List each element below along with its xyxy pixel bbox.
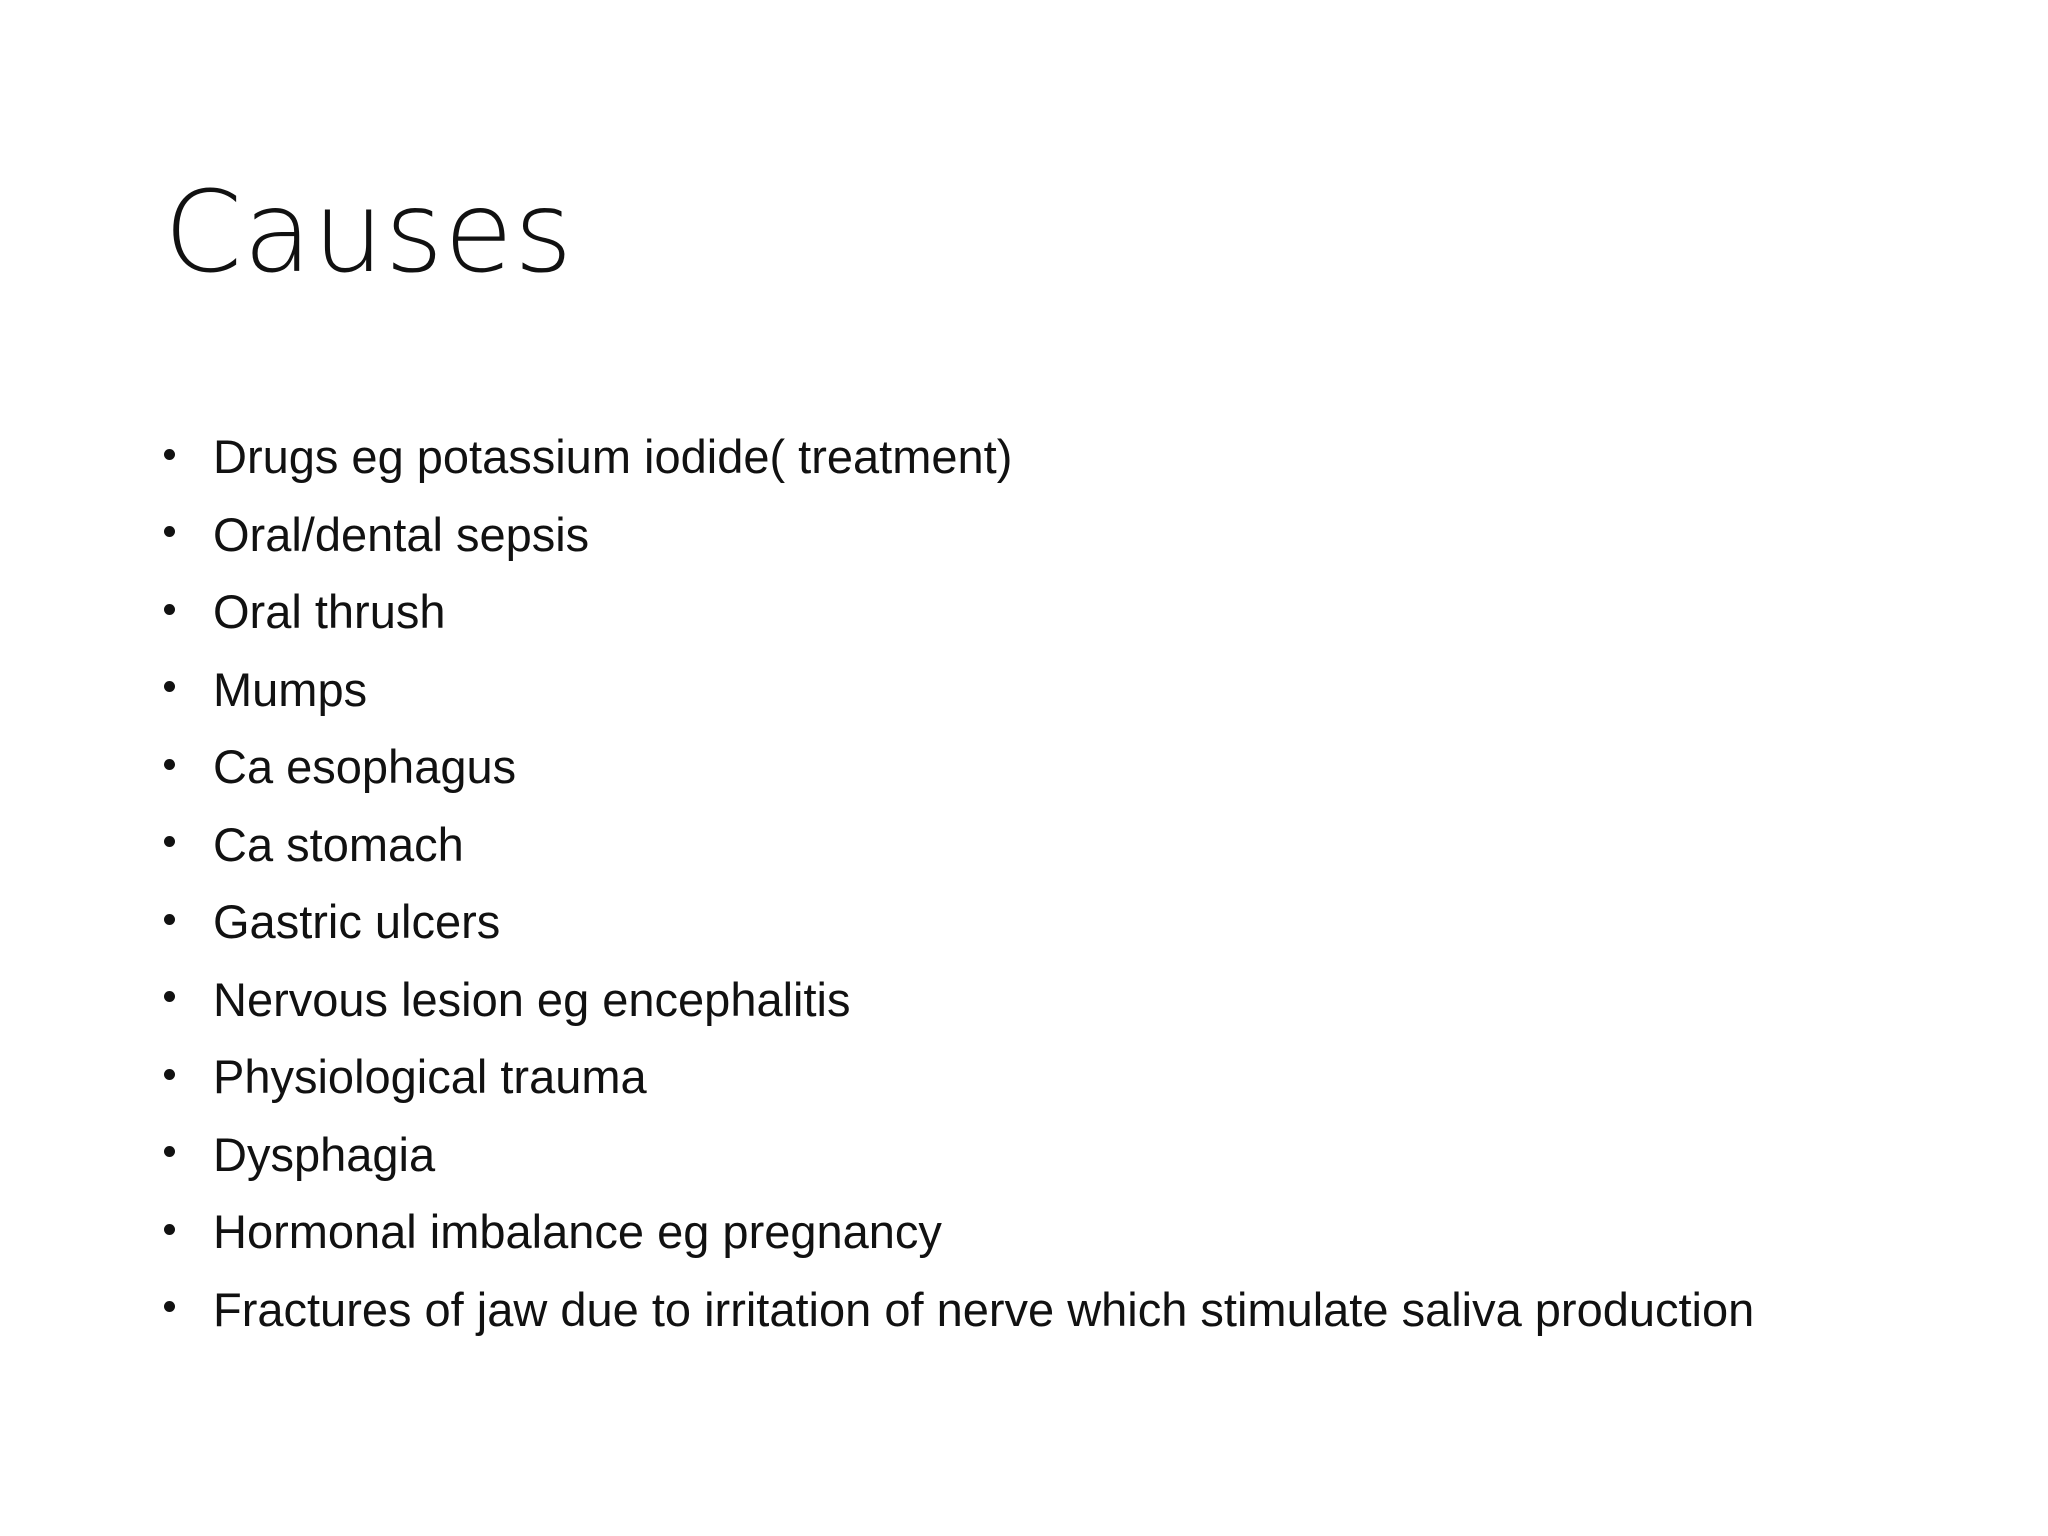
list-item bbox=[164, 573, 2004, 651]
bullet-icon bbox=[164, 526, 175, 537]
list-item bbox=[164, 496, 2004, 574]
slide-title: Causes bbox=[164, 168, 574, 298]
list-item bbox=[164, 1271, 2004, 1349]
bullet-text: Ca esophagus bbox=[213, 740, 517, 793]
bullet-text: Mumps bbox=[213, 662, 368, 716]
list-item bbox=[164, 651, 2004, 729]
bullet-icon bbox=[164, 991, 175, 1002]
list-item bbox=[164, 418, 2004, 496]
list-item bbox=[164, 961, 2004, 1039]
bullet-text: Nervous lesion eg encephalitis bbox=[213, 972, 851, 1026]
bullet-text: Fractures of jaw due to irritation of nerve which stimulate saliva production bbox=[213, 1282, 1755, 1336]
list-item bbox=[164, 1193, 2004, 1271]
list-item bbox=[164, 806, 2004, 884]
bullet-icon bbox=[164, 1224, 175, 1235]
list-item bbox=[164, 883, 2004, 961]
bullet-icon bbox=[164, 681, 175, 692]
bullet-icon bbox=[164, 836, 175, 847]
bullet-text: Oral thrush bbox=[213, 585, 446, 638]
bullet-icon bbox=[164, 1301, 175, 1312]
bullet-icon bbox=[164, 1069, 175, 1080]
bullet-text: Physiological trauma bbox=[213, 1050, 647, 1103]
bullet-icon bbox=[164, 1146, 175, 1157]
bullet-text: Gastric ulcers bbox=[213, 895, 501, 948]
bullet-icon bbox=[164, 449, 175, 460]
bullet-list bbox=[164, 418, 2004, 1348]
bullet-text: Oral/dental sepsis bbox=[213, 507, 590, 561]
bullet-text: Ca stomach bbox=[213, 817, 464, 871]
bullet-icon bbox=[164, 914, 175, 925]
bullet-text: Drugs eg potassium iodide( treatment) bbox=[213, 430, 1013, 483]
list-item bbox=[164, 728, 2004, 806]
bullet-text: Hormonal imbalance eg pregnancy bbox=[213, 1205, 942, 1258]
list-item bbox=[164, 1038, 2004, 1116]
bullet-text: Dysphagia bbox=[213, 1127, 436, 1181]
list-item bbox=[164, 1116, 2004, 1194]
bullet-icon bbox=[164, 759, 175, 770]
bullet-icon bbox=[164, 604, 175, 615]
